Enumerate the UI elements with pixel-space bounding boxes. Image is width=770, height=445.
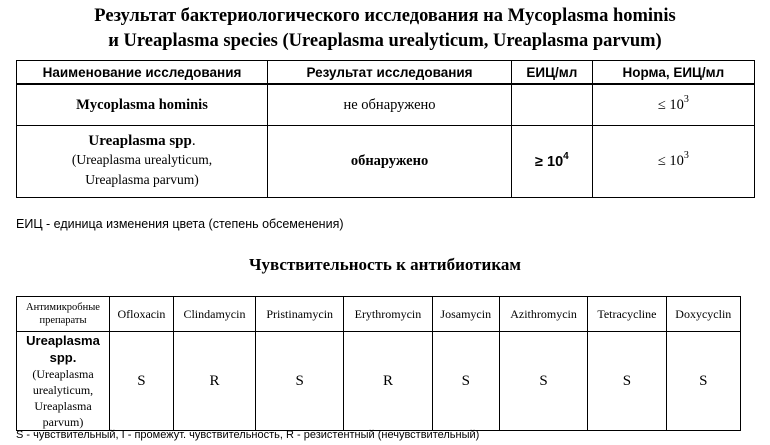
antibiotic-header: Azithromycin [499, 297, 587, 332]
test-name-ureaplasma-main: Ureaplasma spp [88, 133, 192, 149]
test-name-ureaplasma-detail-2: Ureaplasma parvum) [85, 172, 199, 187]
antibiotic-header: Tetracycline [588, 297, 666, 332]
test-name-ureaplasma [17, 126, 268, 198]
column-header-result: Результат исследования [268, 61, 512, 85]
sensitivity-result: S [256, 332, 344, 431]
sensitivity-legend: S - чувствительный, I - промежут. чувствительность, R - резистентный (нечувствительный) [16, 429, 480, 441]
norm-exponent: 3 [683, 150, 689, 162]
norm-base: ≤ 10 [657, 96, 684, 113]
report-title-line-2: и Ureaplasma species (Ureaplasma urealyticum, Ureaplasma parvum) [108, 31, 662, 51]
sensitivity-header-row [17, 297, 741, 332]
sensitivity-row-ureaplasma [17, 332, 741, 431]
results-table [16, 60, 755, 198]
column-header-norm: Норма, ЕИЦ/мл [592, 61, 754, 85]
sensitivity-result: S [666, 332, 740, 431]
sensitivity-result: S [499, 332, 587, 431]
organism-detail: (Ureaplasma urealyticum, Ureaplasma parvum) [32, 367, 94, 429]
test-norm-mycoplasma [592, 84, 754, 126]
result-row-mycoplasma [17, 84, 755, 126]
norm-exponent: 3 [683, 93, 689, 105]
sensitivity-result: R [173, 332, 255, 431]
antibiotic-header: Clindamycin [173, 297, 255, 332]
value-exponent: 4 [563, 150, 569, 162]
column-header-unit: ЕИЦ/мл [512, 61, 593, 85]
norm-base: ≤ 10 [657, 153, 684, 169]
test-name-mycoplasma: Mycoplasma hominis [17, 84, 268, 126]
test-value-mycoplasma [512, 84, 593, 126]
sensitivity-title: Чувствительность к антибиотикам [249, 255, 521, 274]
antimicrobial-header: Антимикробные препараты [17, 297, 110, 332]
eic-footnote: ЕИЦ - единица изменения цвета (степень обсеменения) [16, 217, 344, 231]
antibiotic-header: Erythromycin [344, 297, 432, 332]
antibiotic-header: Josamycin [432, 297, 499, 332]
test-name-ureaplasma-dot: . [191, 133, 196, 149]
test-norm-ureaplasma [592, 126, 754, 198]
antibiotic-header: Ofloxacin [110, 297, 174, 332]
result-row-ureaplasma [17, 126, 755, 198]
organism-name-line-2: spp. [49, 350, 77, 365]
test-result-ureaplasma: обнаружено [268, 126, 512, 198]
antibiotic-header: Pristinamycin [256, 297, 344, 332]
sensitivity-result: S [110, 332, 174, 431]
column-header-name: Наименование исследования [17, 61, 268, 85]
report-title-line-1: Результат бактериологического исследования на Mycoplasma hominis [94, 6, 676, 26]
report-title [0, 4, 770, 54]
value-base: ≥ 10 [535, 153, 564, 170]
test-value-ureaplasma [512, 126, 593, 198]
results-header-row [17, 61, 755, 85]
organism-cell [17, 332, 110, 431]
sensitivity-result: R [344, 332, 432, 431]
test-name-ureaplasma-detail-1: (Ureaplasma urealyticum, [71, 152, 213, 167]
sensitivity-result: S [588, 332, 666, 431]
test-result-mycoplasma: не обнаружено [268, 84, 512, 126]
sensitivity-result: S [432, 332, 499, 431]
organism-name-line-1: Ureaplasma [26, 333, 100, 348]
antibiotic-header: Doxycyclin [666, 297, 740, 332]
sensitivity-table [16, 296, 741, 431]
